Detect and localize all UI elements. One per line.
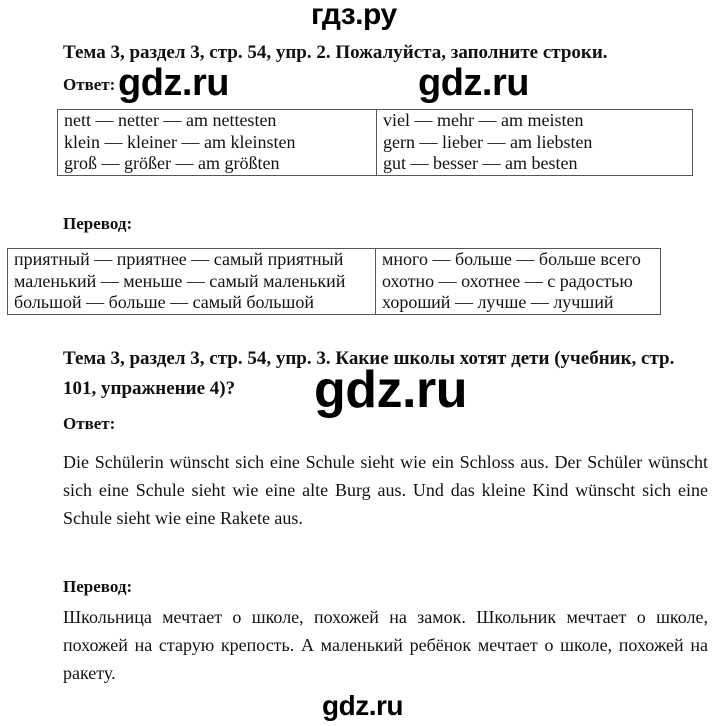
task2-heading-line1: Тема 3, раздел 3, стр. 54, упр. 3. Какие школы хотят дети (учебник, стр. <box>63 348 675 369</box>
translation-table <box>7 248 661 315</box>
answer-table <box>57 109 693 176</box>
task2-translation-text: Школьница мечтает о школе, похожей на замок. Школьник мечтает о школе, похожей на старую крепость. А маленький ребёнок мечтает о школе, похожей на ракету. <box>63 607 708 683</box>
table-row: viel — mehr — am meisten <box>383 110 584 130</box>
table-row: охотно — охотнее — с радостью <box>382 270 633 291</box>
answer-table-left-column <box>58 110 376 175</box>
task2-answer-label: Ответ: <box>63 414 116 433</box>
answer-table-right-column <box>376 110 598 175</box>
table-row: приятный — приятнее — самый приятный <box>14 249 344 269</box>
watermark: gdz.ru <box>118 62 229 104</box>
watermark: gdz.ru <box>314 361 467 419</box>
table-row: gut — besser — am besten <box>383 153 578 173</box>
translation-table-left-column <box>8 249 375 314</box>
task1-answer-label: Ответ: <box>63 75 116 94</box>
table-row: хороший — лучше — лучший <box>382 292 614 312</box>
site-header-logo: гдз.ру <box>311 0 397 31</box>
watermark-footer: gdz.ru <box>322 690 403 721</box>
task1-translation-label: Перевод: <box>63 214 133 233</box>
translation-table-right-column <box>375 249 647 314</box>
task2-translation-label: Перевод: <box>63 577 133 596</box>
table-row: nett — netter — am nettesten <box>64 110 277 130</box>
table-row: groß — größer — am größten <box>64 153 280 173</box>
table-row: klein — kleiner — am kleinsten <box>64 131 296 152</box>
table-row: gern — lieber — am liebsten <box>383 131 593 152</box>
table-row: много — больше — больше всего <box>382 249 641 269</box>
watermark: gdz.ru <box>418 62 529 104</box>
task2-answer-text: Die Schülerin wünscht sich eine Schule sieht wie ein Schloss aus. Der Schüler wünscht sich eine Schule sieht wie eine alte Burg aus. Und das kleine Kind wünscht sich eine Schule sieht wie eine Rakete aus. <box>63 452 708 528</box>
task2-heading-line2: 101, упражнение 4)? <box>63 378 236 399</box>
task1-heading: Тема 3, раздел 3, стр. 54, упр. 2. Пожалуйста, заполните строки. <box>63 42 608 63</box>
table-row: маленький — меньше — самый маленький <box>14 270 346 291</box>
table-row: большой — больше — самый большой <box>14 292 314 312</box>
